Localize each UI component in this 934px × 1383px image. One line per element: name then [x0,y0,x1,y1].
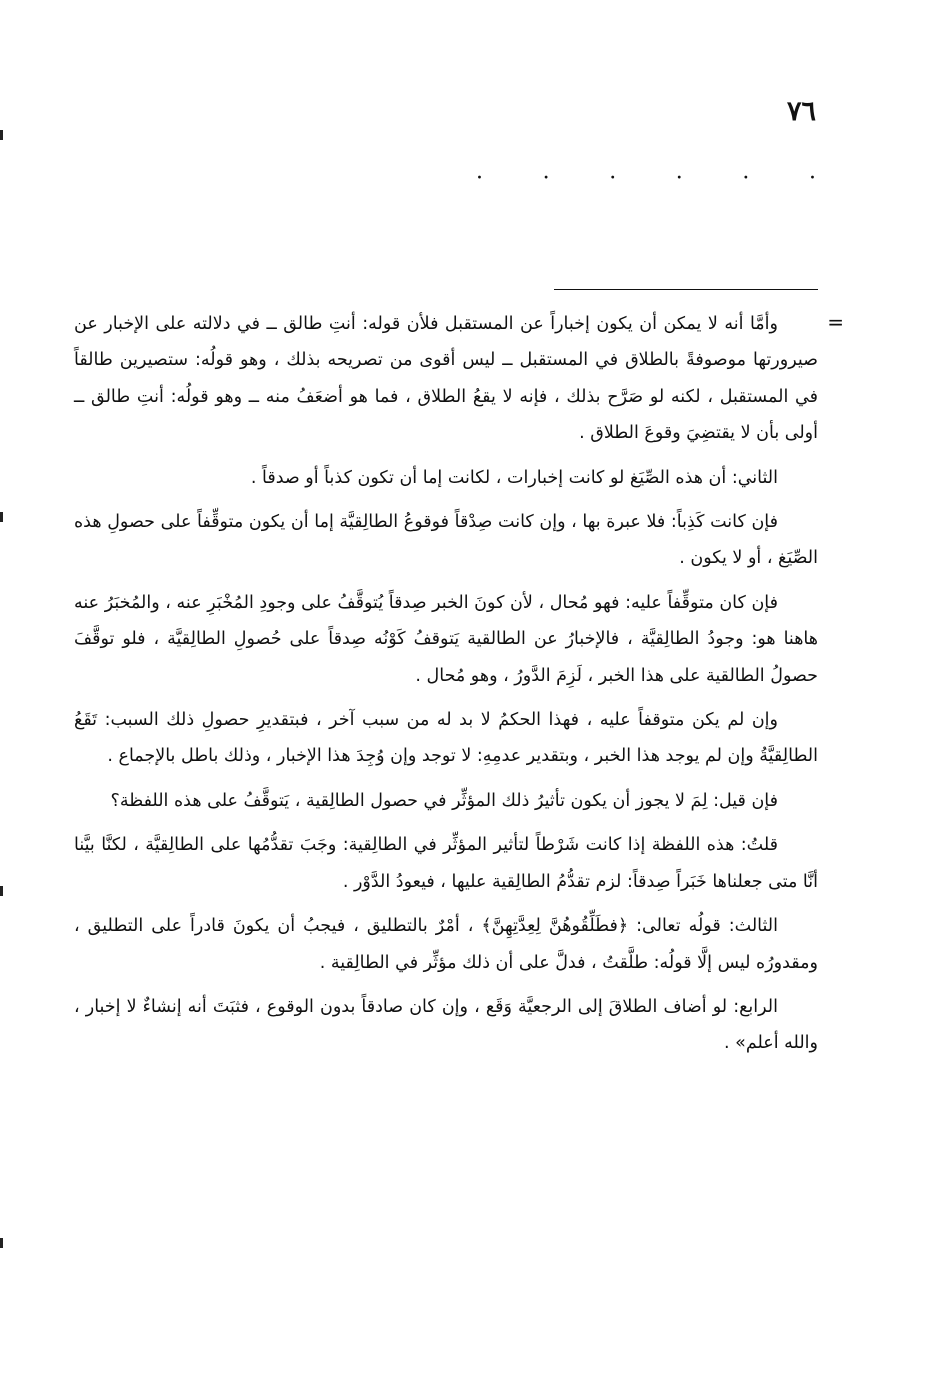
page-number: ٧٦ [786,96,816,127]
dot: · [476,166,483,191]
paragraph: فإن كانت كَذِباً: فلا عبرة بها ، وإن كانت صِدْقاً فوقوعُ الطالِقيَّة إما أن يكون متوقِّفاً على حصولِ هذه الصِّيَغ ، أو لا يكون . [74,512,818,569]
footnote-rule [554,289,818,290]
dot: · [808,166,816,191]
dot: · [609,166,617,191]
dot: · [675,166,683,191]
footnote-body [74,306,818,1070]
paragraph: الثالث: قولُه تعالى: ﴿فطَلِّقُوهُنَّ لِعِدَّتِهِنَّ﴾ ، أمْرٌ بالتطليق ، فيجبُ أن يكونَ قادراً على التطليق ، ومقدورُه ليس إلَّا قولُه: طلَّقتُ ، فدلَّ على أن ذلك مؤثِّر في الطالِقية . [74,916,818,973]
paragraph: فإن قيل: لِمَ لا يجوز أن يكون تأثيرُ ذلك المؤثِّر في حصول الطالِقية ، يَتوقَّفُ على هذه اللفظة؟ [110,790,778,811]
paragraph: قلتُ: هذه اللفظة إذا كانت شَرْطاً لتأثير المؤثِّر في الطالِقية: وجَبَ تقدُّمُها على الطالِقيَّة ، لكنَّا بيَّنا أنَّا متى جعلناها خَبَراً صِدقاً: لزم تقدُّمُ الطالِقية عليها ، فيعودُ الدَّوْر . [74,835,818,892]
paragraph: وأمَّا أنه لا يمكن أن يكون إخباراً عن المستقبل فلأن قوله: أنتِ طالق ــ في دلالته على الإخبار عن صيرورتها موصوفةً بالطلاق في المستقبل ــ ليس أقوى من تصريحه بذلك ، وهو قولُه: ستصيرين طالقاً في المستقبل ، لكنه لو صَرَّح بذلك ، فإنه لا يقعُ الطلاق ، فما هو أضعَفُ منه ــ وهو قولُه: أنتِ طالق ــ أولى بأن لا يقتضِيَ وقوعَ الطلاق . [74,314,818,444]
scan-edge-mark [0,886,3,896]
separator-dots [476,168,816,190]
paragraph: وإن لم يكن متوقفاً عليه ، فهذا الحكمُ لا بد له من سبب آخر ، فبتقديرِ حصولِ ذلك السبب: تَقَعُ الطالِقيَّةُ وإن لم يوجد هذا الخبر ، وبتقدير عدمِهِ: لا توجد وإن وُجِدَ هذا الإخبار ، وذلك باطل بالإجماع . [74,710,818,767]
paragraph: الثاني: أن هذه الصِّيَغ لو كانت إخبارات ، لكانت إما أن تكون كذباً أو صدقاً . [250,467,778,488]
dot: · [742,166,750,191]
paragraph: فإن كان متوقِّفاً عليه: فهو مُحال ، لأن كونَ الخبر صِدقاً يُتوقَّفُ على وجودِ المُخْبَرِ عنه ، والمُخبَرُ عنه هاهنا هو: وجودُ الطالِقيَّة ، فالإخبارُ عن الطالقية يَتوقفُ كَوْنُه صِدقاً على حُصولِ الطالِقيَّة ، فلو توقَّفَ حصولُ الطالقية على هذا الخبر ، لَزِمَ الدَّورُ ، وهو مُحال . [74,592,818,686]
paragraph: الرابع: لو أضاف الطلاقَ إلى الرجعيَّة وَقَع ، وإن كان صادقاً بدون الوقوع ، فثبَتَ أنه إنشاءٌ لا إخبار ، والله أعلم» . [74,996,818,1054]
continuation-mark: = [827,310,844,334]
dot: · [542,166,550,191]
scan-edge-mark [0,130,3,140]
scan-edge-mark [0,1238,3,1248]
scan-edge-mark [0,512,3,522]
